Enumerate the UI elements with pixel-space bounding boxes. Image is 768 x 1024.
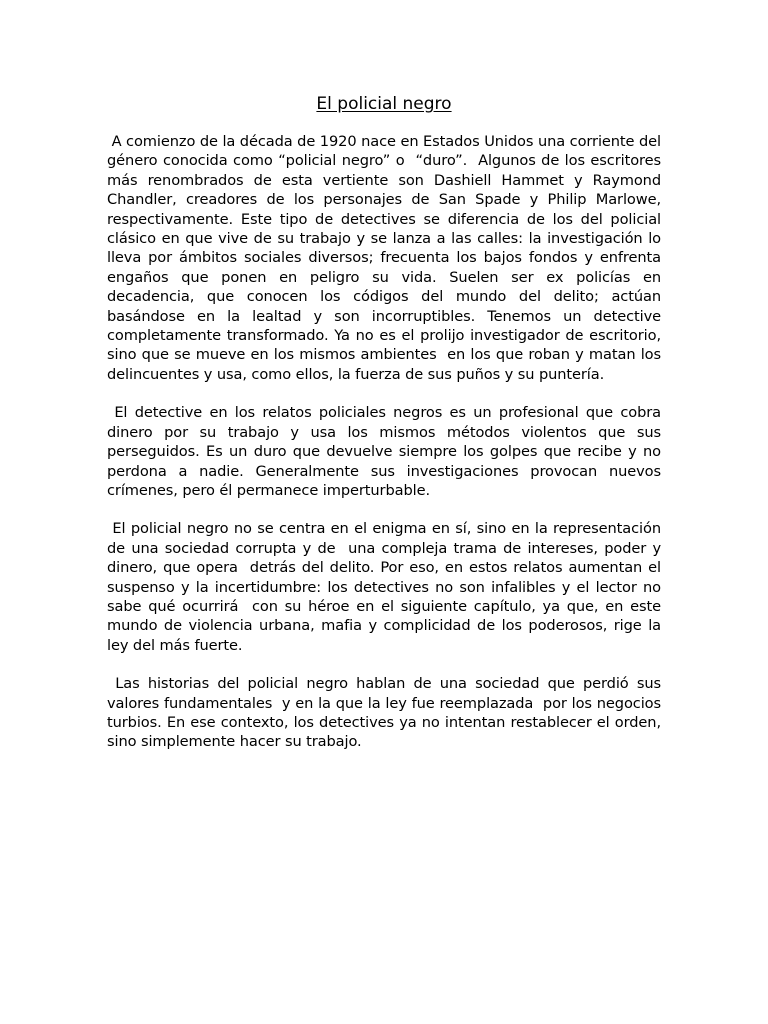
paragraph-1: A comienzo de la década de 1920 nace en Estados Unidos una corriente del género conocida como “policial negro” o “duro”. Algunos de los escritores más renombrados de esta vertiente son Dashiell Hammet y Raymond Chandler, creadores de los personajes de San Spade y Philip Marlowe, respectivamente. Este tipo de detectives se diferencia de los del policial clásico en que vive de su trabajo y se lanza a las calles: la investigación lo lleva por ámbitos sociales diversos; frecuenta los bajos fondos y enfrenta engaños que ponen en peligro su vida. Suelen ser ex policías en decadencia, que conocen los códigos del mundo del delito; actúan basándose en la lealtad y son incorruptibles. Tenemos un detective completamente transformado. Ya no es el prolijo investigador de escritorio, sino que se mueve en los mismos ambientes en los que roban y matan los delincuentes y usa, como ellos, la fuerza de sus puños y su puntería. [107, 133, 666, 383]
paragraph-2: El detective en los relatos policiales negros es un profesional que cobra dinero por su trabajo y usa los mismos métodos violentos que sus perseguidos. Es un duro que devuelve siempre los golpes que recibe y no perdona a nadie. Generalmente sus investigaciones provocan nuevos crímenes, pero él permanece imperturbable. [107, 404, 666, 499]
document-title: El policial negro [316, 94, 452, 114]
document-page [107, 92, 666, 771]
paragraph-3: El policial negro no se centra en el enigma en sí, sino en la representación de una sociedad corrupta y de una compleja trama de intereses, poder y dinero, que opera detrás del delito. Por eso, en estos relatos aumentan el suspenso y la incertidumbre: los detectives no son infalibles y el lector no sabe qué ocurrirá con su héroe en el siguiente capítulo, ya que, en este mundo de violencia urbana, mafia y complicidad de los poderosos, rige la ley del más fuerte. [107, 520, 666, 654]
paragraph-4: Las historias del policial negro hablan de una sociedad que perdió sus valores fundamentales y en la que la ley fue reemplazada por los negocios turbios. En ese contexto, los detectives ya no intentan restablecer el orden, sino simplemente hacer su trabajo. [107, 675, 666, 751]
